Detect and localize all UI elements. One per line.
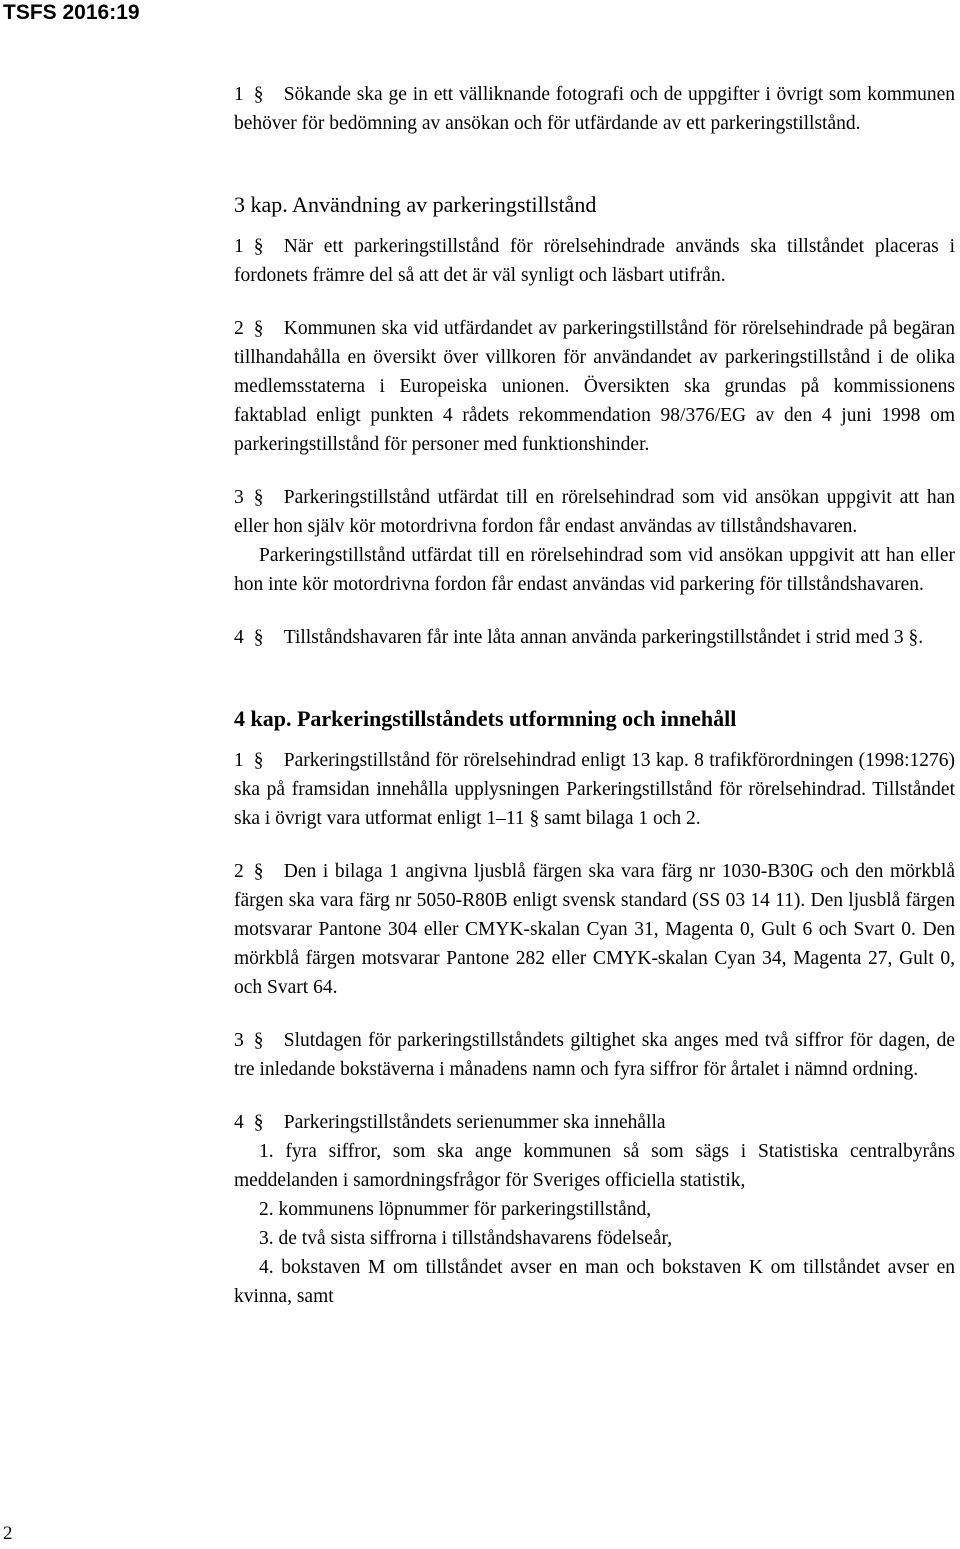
section-sign-icon: § [253, 487, 264, 508]
section-sign-icon: § [253, 236, 264, 257]
document-code: TSFS 2016:19 [3, 1, 140, 24]
section-sign-icon: § [529, 808, 540, 829]
section-paragraph [234, 1108, 955, 1137]
section-sign-icon: § [253, 1030, 264, 1051]
section-sign-icon: § [253, 750, 264, 771]
section-text-tail: samt bilaga 1 och 2. [544, 808, 701, 829]
section-text: Tillståndshavaren får inte låta annan använda parkeringstillståndet i strid med 3 [283, 627, 904, 648]
section-text: Parkeringstillstånd utfärdat till en rörelsehindrad som vid ansökan uppgivit att han eller hon själv kör motordrivna fordon får endast användas av tillståndshavaren. [234, 487, 955, 537]
section-number: 2 [234, 861, 244, 882]
section-number: 3 [234, 1030, 244, 1051]
section-number: 2 [234, 318, 244, 339]
section-sign-icon: § [253, 861, 264, 882]
section-paragraph [234, 80, 955, 138]
section-text: Sökande ska ge in ett välliknande fotografi och de uppgifter i övrigt som kommunen behöver för bedömning av ansökan och för utfärdande av ett parkeringstillstånd. [234, 84, 955, 134]
list-item: 2. kommunens löpnummer för parkeringstillstånd, [259, 1199, 652, 1220]
section-text: När ett parkeringstillstånd för rörelsehindrade används ska tillståndet placeras i fordonets främre del så att det är väl synligt och läsbart utifrån. [234, 236, 955, 286]
chapter-heading: 3 kap. Användning av parkeringstillstånd [234, 192, 597, 217]
section-number: 1 [234, 750, 244, 771]
section-paragraph [234, 746, 955, 833]
section-number: 4 [234, 1112, 244, 1133]
section-sign-icon: § [908, 627, 919, 648]
list-item: 1. fyra siffror, som ska ange kommunen så som sägs i Statistiska centralbyråns meddelanden i samordningsfrågor för Sveriges officiella statistik, [234, 1141, 955, 1191]
section-sign-icon: § [253, 1112, 264, 1133]
section-continuation: Parkeringstillstånd utfärdat till en rörelsehindrad som vid ansökan uppgivit att han eller hon inte kör motordrivna fordon får endast användas vid parkering för tillståndshavaren. [234, 545, 955, 595]
section-sign-icon: § [253, 627, 264, 648]
section-number: 4 [234, 627, 244, 648]
section-paragraph [234, 623, 955, 652]
list-item: 3. de två sista siffrorna i tillståndshavarens födelseår, [259, 1228, 673, 1249]
document-header [0, 0, 960, 28]
section-paragraph [234, 857, 955, 1002]
document-body [234, 80, 955, 1311]
chapter-heading: 4 kap. Parkeringstillståndets utformning och innehåll [234, 706, 737, 731]
section-paragraph [234, 314, 955, 459]
section-number: 1 [234, 236, 244, 257]
section-text: Kommunen ska vid utfärdandet av parkeringstillstånd för rörelsehindrade på begäran tillhandahålla en översikt över villkoren för användandet av parkeringstillstånd i de olika medlemsstaterna i Europeiska unionen. Översikten ska grundas på kommissionens faktablad enligt punkten 4 rådets rekommendation 98/376/EG av den 4 juni 1998 om parkeringstillstånd för personer med funktionshinder. [234, 318, 955, 455]
page-number: 2 [3, 1523, 13, 1544]
section-number: 3 [234, 487, 244, 508]
section-paragraph [234, 1026, 955, 1084]
section-text: Slutdagen för parkeringstillståndets giltighet ska anges med två siffror för dagen, de tre inledande bokstäverna i månadens namn och fyra siffror för årtalet i nämnd ordning. [234, 1030, 955, 1080]
section-text-tail: . [918, 627, 924, 648]
section-text: Parkeringstillståndets serienummer ska innehålla [283, 1112, 666, 1133]
section-sign-icon: § [253, 318, 264, 339]
section-text: Parkeringstillstånd för rörelsehindrad enligt 13 kap. 8 trafikförordningen (1998:1276) ska på framsidan innehålla upplysningen Parkeringstillstånd för rörelsehindrad. Tillståndet ska i övrigt vara utformat enligt 1–11 [234, 750, 955, 829]
section-number: 1 [234, 84, 244, 105]
section-paragraph [234, 232, 955, 290]
section-paragraph [234, 483, 955, 541]
section-text: Den i bilaga 1 angivna ljusblå färgen ska vara färg nr 1030-B30G och den mörkblå färgen ska vara färg nr 5050-R80B enligt svensk standard (SS 03 14 11). Den ljusblå färgen motsvarar Pantone 304 eller CMYK-skalan Cyan 31, Magenta 0, Gult 6 och Svart 0. Den mörkblå färgen motsvarar Pantone 282 eller CMYK-skalan Cyan 34, Magenta 27, Gult 0, och Svart 64. [234, 861, 955, 998]
section-sign-icon: § [253, 84, 264, 105]
list-item: 4. bokstaven M om tillståndet avser en man och bokstaven K om tillståndet avser en kvinna, samt [234, 1257, 955, 1307]
